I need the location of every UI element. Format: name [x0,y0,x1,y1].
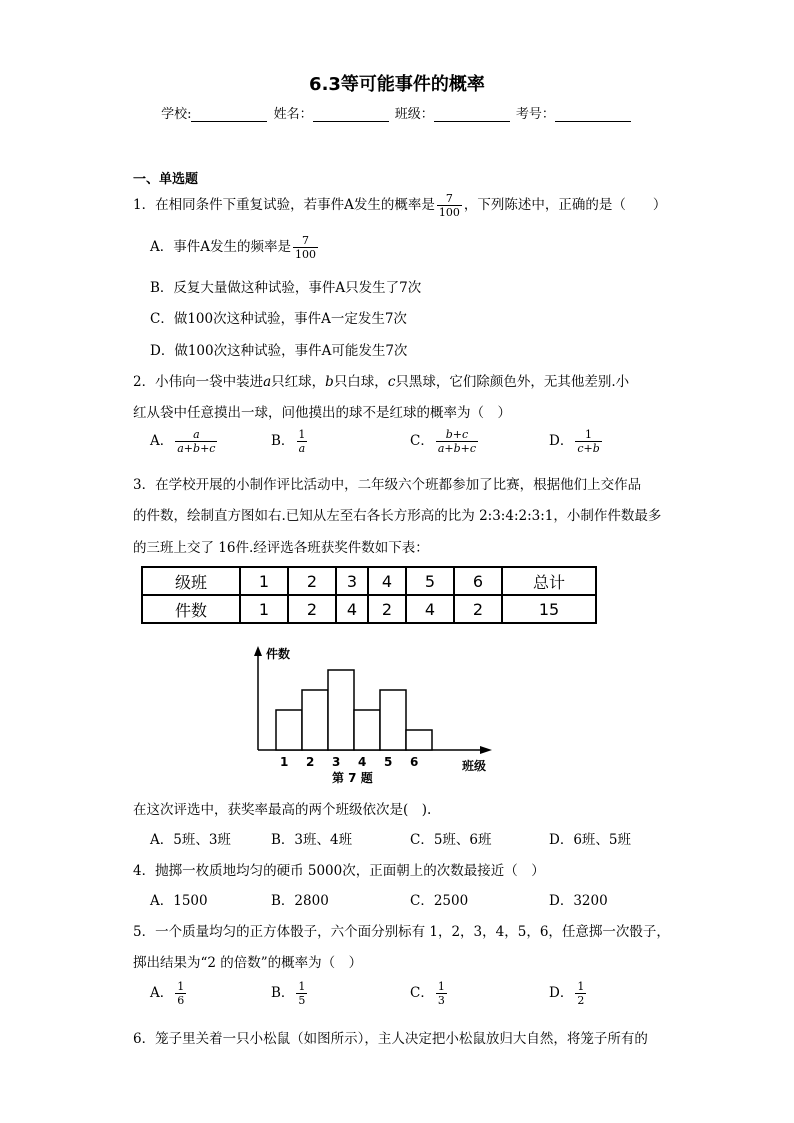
fraction-denominator: 100 [438,206,460,219]
histogram-bar [380,690,406,750]
q1-option-d[interactable]: D．做100次这种试验，事件A可能发生7次 [150,343,408,359]
q4-stem: 4．抛掷一枚质地均匀的硬币 5000次，正面朝上的次数最接近（ ） [133,863,545,879]
q3-stem-line1: 3．在学校开展的小制作评比活动中，二年级六个班都参加了比赛，根据他们上交作品 [133,477,642,493]
exam-number-blank[interactable] [555,107,631,122]
q2-option-d[interactable] [549,428,604,455]
school-label: 学校: [161,107,192,122]
table-cell: 级班 [142,567,240,595]
q2-option-b[interactable] [271,428,309,455]
table-cell: 总计 [502,567,596,595]
option-label: B． [271,433,295,449]
table-cell: 1 [240,595,288,623]
q5-option-b[interactable] [271,980,309,1007]
q1-probability-fraction [437,192,462,219]
q2-option-d-fraction [575,428,601,455]
fraction-numerator: b+c [445,428,469,441]
option-label: C． [410,985,434,1001]
q5-option-c[interactable] [410,980,449,1007]
q5-option-d[interactable] [549,980,588,1007]
fraction-numerator: 1 [437,980,445,993]
q3-option-b[interactable]: B．3班、4班 [271,832,353,848]
class-blank[interactable] [434,107,510,122]
fraction-numerator: 7 [445,192,453,205]
x-axis-label: 班级 [462,759,487,773]
page-title: 6.3等可能事件的概率 [309,74,485,95]
option-label: C． [410,433,434,449]
q2-text: 2．小伟向一袋中装进 [133,374,264,390]
q2-text: 只红球， [271,374,326,390]
q5-option-c-fraction [436,980,447,1007]
q3-question: 在这次评选中，获奖率最高的两个班级依次是( ). [133,802,432,818]
var-a: a [263,374,272,390]
q5-option-d-fraction [575,980,586,1007]
school-blank[interactable] [191,107,267,122]
q1-option-a[interactable] [150,234,320,261]
y-axis-arrow-icon [254,646,262,656]
q4-option-a[interactable]: A．1500 [150,893,208,909]
fraction-numerator: 1 [298,980,306,993]
student-info-line [0,103,794,122]
fraction-numerator: 1 [577,980,585,993]
class-label: 班级： [394,107,434,122]
fraction-numerator: 1 [298,428,306,441]
option-label: A．事件A发生的频率是 [150,239,291,255]
x-tick-label: 5 [384,755,393,769]
q5-stem-line2: 掷出结果为“2 的倍数”的概率为（ ） [133,955,363,971]
q4-option-c[interactable]: C．2500 [410,893,469,909]
fraction-denominator: a+b+c [177,442,216,455]
fraction-numerator: 1 [585,428,593,441]
x-tick-label: 1 [280,755,289,769]
fraction-denominator: a [298,442,306,455]
q4-option-b[interactable]: B．2800 [271,893,329,909]
chart-bars [276,670,432,750]
chart-caption: 第 7 题 [332,771,373,785]
q5-option-b-fraction [296,980,307,1007]
table-cell: 5 [406,567,454,595]
q1-option-a-fraction [293,234,318,261]
table-cell: 4 [336,595,368,623]
fraction-numerator: 7 [302,234,309,247]
table-row [142,567,596,595]
name-blank[interactable] [313,107,389,122]
histogram-bar [328,670,354,750]
q1-stem-text-end: ，下列陈述中，正确的是（ ） [463,197,667,213]
x-tick-label: 3 [332,755,341,769]
q1-option-b[interactable]: B．反复大量做这种试验，事件A只发生了7次 [150,280,422,296]
section-heading: 一、单选题 [133,172,199,187]
table-cell: 件数 [142,595,240,623]
option-label: D． [549,433,574,449]
q1-stem [133,192,666,219]
q2-option-c-fraction [436,428,478,455]
q1-option-c[interactable]: C．做100次这种试验，事件A一定发生7次 [150,311,407,327]
fraction-denominator: 6 [177,994,185,1007]
table-cell: 1 [240,567,288,595]
table-cell: 4 [368,567,406,595]
q5-option-a-fraction [175,980,186,1007]
award-count-table [141,566,597,624]
table-cell: 3 [336,567,368,595]
name-label: 姓名： [273,107,313,122]
q2-option-a-fraction [175,428,217,455]
fraction-denominator: 100 [295,248,316,261]
q3-option-c[interactable]: C．5班、6班 [410,832,492,848]
var-c: c [387,374,396,390]
q2-text: 只黑球，它们除颜色外，无其他差别.小 [395,374,630,390]
q1-stem-text: 1．在相同条件下重复试验，若事件A发生的概率是 [133,197,435,213]
table-row [142,595,596,623]
table-cell: 2 [288,567,336,595]
option-label: A． [150,433,174,449]
q4-option-d[interactable]: D．3200 [549,893,608,909]
fraction-numerator: a [193,428,200,441]
table-cell: 4 [406,595,454,623]
q3-stem-line3: 的三班上交了 16件.经评选各班获奖件数如下表： [133,540,429,556]
q2-option-b-fraction [296,428,307,455]
q2-text: 只白球， [333,374,388,390]
histogram-bar [406,730,432,750]
fraction-denominator: 2 [577,994,585,1007]
q3-option-a[interactable]: A．5班、3班 [150,832,231,848]
option-label: B． [271,985,295,1001]
var-b: b [325,374,334,390]
option-label: D． [549,985,574,1001]
histogram-bar [354,710,380,750]
fraction-numerator: 1 [177,980,185,993]
q2-stem-line2: 红从袋中任意摸出一球，问他摸出的球不是红球的概率为（ ） [133,405,511,421]
q2-option-c[interactable] [410,428,480,455]
histogram-bar [276,710,302,750]
q3-option-d[interactable]: D．6班、5班 [549,832,632,848]
histogram-bar [302,690,328,750]
q5-option-a[interactable] [150,980,188,1007]
table-cell: 2 [368,595,406,623]
table-cell: 2 [454,595,502,623]
q2-stem-line1 [133,370,629,390]
histogram-chart [240,640,510,785]
q2-option-a[interactable] [150,428,219,455]
q3-stem-line2: 的件数，绘制直方图如右.已知从左至右各长方形高的比为 2:3:4:2:3:1，小制作件数最多 [133,508,662,524]
x-axis-arrow-icon [480,746,492,754]
q6-stem-line1: 6．笼子里关着一只小松鼠（如图所示），主人决定把小松鼠放归大自然，将笼子所有的 [133,1031,648,1047]
table-cell: 2 [288,595,336,623]
table-cell: 6 [454,567,502,595]
y-axis-label: 件数 [266,647,291,661]
q5-stem-line1: 5．一个质量均匀的正方体骰子，六个面分别标有 1，2，3，4，5，6，任意掷一次骰子， [133,924,670,940]
exam-number-label: 考号： [515,107,555,122]
x-tick-label: 4 [358,755,367,769]
x-tick-label: 6 [410,755,419,769]
table-cell: 15 [502,595,596,623]
x-tick-label: 2 [306,755,315,769]
fraction-denominator: a+b+c [437,442,477,455]
fraction-denominator: c+b [577,442,600,455]
option-label: A． [150,985,174,1001]
fraction-denominator: 3 [437,994,445,1007]
fraction-denominator: 5 [298,994,306,1007]
